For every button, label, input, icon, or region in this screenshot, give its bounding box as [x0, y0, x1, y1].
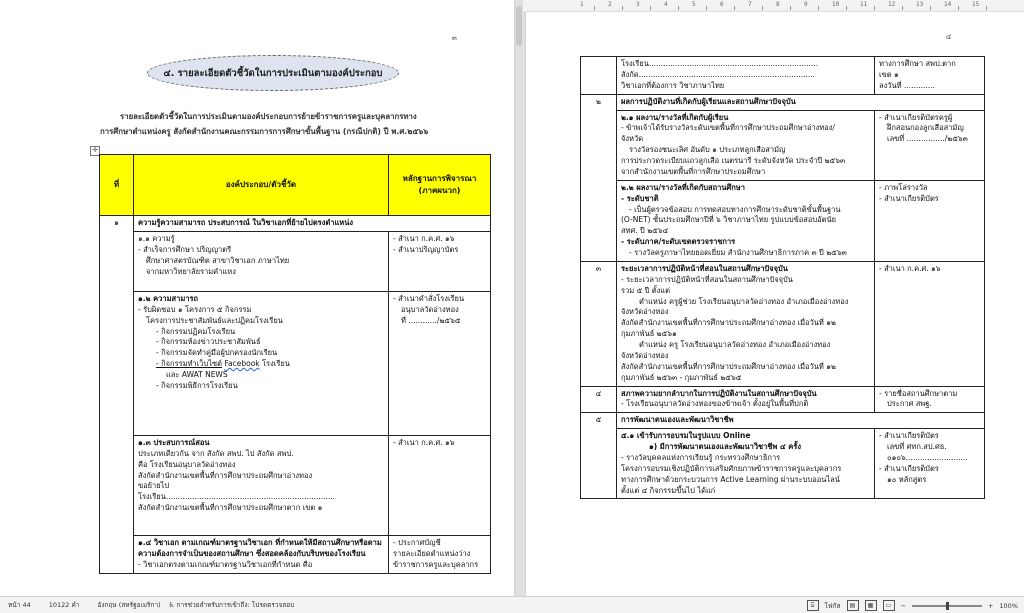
- criteria-cell: ๑.๑ ความรู้ - สำเร็จการศึกษา ปริญญาตรี ศึกษาศาสตรบัณฑิต สาขาวิชาเอก ภาษาไทย จากมหาวิทยาลัยรามคำแหง: [134, 231, 389, 291]
- ruler-mark: 9: [804, 1, 808, 8]
- vertical-scrollbar[interactable]: [515, 0, 523, 596]
- evidence-cell: - รายชื่อสถานศึกษาตาม ประกาศ สพฐ.: [875, 386, 985, 413]
- ruler-tick: [930, 6, 931, 10]
- criteria-table-continued: [580, 56, 985, 499]
- accessibility-icon: ♿: [168, 601, 175, 609]
- move-icon[interactable]: ✛: [90, 146, 100, 156]
- ruler-tick: [622, 6, 623, 10]
- criteria-cell: สภาพความยากลำบากในการปฏิบัติงานในสถานศึกษาปัจจุบัน - โรงเรียนอนุบาลวัดอ่างทองของข้าพเจ้า ตั้งอยู่ในพื้นที่ปกติ: [617, 386, 875, 413]
- ruler-mark: 15: [972, 1, 980, 8]
- ruler-tick: [902, 6, 903, 10]
- table-row: [581, 386, 985, 413]
- scrollbar-thumb[interactable]: [516, 6, 522, 46]
- zoom-level[interactable]: 100%: [999, 601, 1018, 610]
- row-number: ๒: [581, 94, 617, 261]
- row-title: การพัฒนาตนเองและพัฒนาวิชาชีพ: [617, 413, 985, 429]
- ruler-mark: 4: [664, 1, 668, 8]
- table-row: [581, 429, 985, 499]
- evidence-cell: - สำเนา ก.ค.ศ. ๑๖: [875, 261, 985, 386]
- row-title: ผลการปฏิบัติงานที่เกิดกับผู้เรียนและสถานศึกษาปัจจุบัน: [617, 94, 985, 110]
- criteria-cell: ๒.๑ ผลงาน/รางวัลที่เกิดกับผู้เรียน - ข้าพเจ้าได้รับรางวัลระดับเขตพื้นที่การศึกษาประถมศึกษาอ่างทอง/ จังหวัด รางวัลรองชนะเลิศ อันดับ ๑ ประเภทลูกเสือสามัญ การประกวดระเบียบแถวลูกเสือ เนตรนารี ระดับจังหวัด ประจำปี ๒๕๖๓ จากสำนักงานเขตพื้นที่การศึกษาประถมศึกษา: [617, 110, 875, 180]
- table-row: [581, 94, 985, 110]
- ruler-tick: [594, 6, 595, 10]
- word-count[interactable]: 10122 คำ: [48, 601, 80, 609]
- ruler-mark: 8: [776, 1, 780, 8]
- ruler-mark: 10: [832, 1, 840, 8]
- status-bar: [0, 596, 1024, 613]
- focus-icon[interactable]: ⌸: [807, 600, 819, 611]
- read-mode-icon[interactable]: ▤: [847, 600, 859, 611]
- criteria-cell: ๑.๓ ประสบการณ์สอน ประเภทเดียวกัน จาก สังกัด สพป. ไป สังกัด สพป. คือ โรงเรียนอนุบาลวัดอ่างทอง สังกัดสำนักงานเขตพื้นที่การศึกษาประถมศึกษาอ่างทอง ขอย้ายไป โรงเรียน....................................................................... สังกัดสำนักงานเขตพื้นที่การศึกษาประถมศึกษาตาก เขต ๑: [134, 435, 389, 535]
- ruler-tick: [790, 6, 791, 10]
- page-count[interactable]: หน้า 44: [8, 601, 31, 609]
- row-number: ๑: [100, 216, 134, 574]
- ruler-mark: 6: [720, 1, 724, 8]
- language-indicator[interactable]: อังกฤษ (สหรัฐอเมริกา): [97, 601, 161, 609]
- table-row: [581, 413, 985, 429]
- header-evidence: หลักฐานการพิจารณา (ภาคผนวก): [389, 155, 491, 216]
- evidence-cell: ทางการศึกษา สพป.ตาก เขต ๑ ลงวันที่ .............: [875, 57, 985, 95]
- zoom-out-icon[interactable]: −: [900, 601, 906, 610]
- accessibility-status[interactable]: ♿ การช่วยสำหรับการเข้าถึง: โปรดตรวจสอบ: [168, 601, 295, 609]
- table-row: [581, 57, 985, 95]
- ruler-mark: 12: [888, 1, 896, 8]
- page-number: ๓: [452, 34, 457, 42]
- table-row: [100, 291, 491, 435]
- criteria-table: [99, 154, 491, 574]
- zoom-in-icon[interactable]: +: [987, 601, 994, 610]
- row-number: [581, 57, 617, 95]
- ruler-mark: 13: [916, 1, 924, 8]
- web-layout-icon[interactable]: ▭: [883, 600, 895, 611]
- ruler-mark: 11: [860, 1, 868, 8]
- ruler-tick: [986, 6, 987, 10]
- row-number: ๔: [581, 386, 617, 413]
- evidence-cell: - สำเนา ก.ค.ศ. ๑๖: [389, 435, 491, 535]
- row-title: ความรู้ความสามารถ ประสบการณ์ ในวิชาเอกที่ย้ายไปตรงตำแหน่ง: [134, 216, 491, 232]
- criteria-cell: ๑.๔ วิชาเอก ตามเกณฑ์มาตรฐานวิชาเอก ที่กำหนดให้มีสถานศึกษาหรือตามความต้องการจำเป็นของสถานศึกษา ซึ่งสอดคล้องกับบริบทของโรงเรียน - วิชาเอกตรงตามเกณฑ์มาตรฐานวิชาเอกที่กำหนด คือ: [134, 535, 389, 573]
- document-page-left: [0, 0, 514, 596]
- evidence-cell: - สำเนาคำสั่งโรงเรียน อนุบาลวัดอ่างทอง ที่ ............/๒๕๖๕: [389, 291, 491, 435]
- criteria-cell: ๒.๒ ผลงาน/รางวัลที่เกิดกับสถานศึกษา - ระดับชาติ - เป็นผู้ตรวจข้อสอบ การทดสอบทางการศึกษาระดับชาติขั้นพื้นฐาน (O-NET) ชั้นประถมศึกษาปีที่ ๖ วิชาภาษาไทย รูปแบบข้อสอบอัตนัย สทศ. ปี ๒๕๖๔ - ระดับภาค/ระดับเขตตรวจราชการ - รางวัลครูภาษาไทยยอดเยี่ยม สำนักงานศึกษาธิการภาค ๓ ปี ๒๕๖๓: [617, 180, 875, 261]
- ruler-mark: 5: [692, 1, 696, 8]
- page-number: ๔: [946, 33, 952, 41]
- table-row: [100, 216, 491, 232]
- ruler-tick: [762, 6, 763, 10]
- row-number: ๓: [581, 261, 617, 386]
- ruler-tick: [734, 6, 735, 10]
- table-row: [581, 261, 985, 386]
- intro-line-2: การศึกษาตำแหน่งครู สังกัดสำนักงานคณะกรรมการการศึกษาขั้นพื้นฐาน (กรณีปกติ) ปี พ.ศ.๒๕๖๖: [100, 127, 429, 136]
- status-bar-right: [807, 600, 1019, 611]
- ruler-mark: 2: [608, 1, 612, 8]
- table-row: [100, 535, 491, 573]
- ruler-mark: 3: [636, 1, 640, 8]
- criteria-cell: ๕.๑ เข้ารับการอบรมในรูปแบบ Online ๑) มีการพัฒนาตนเองและพัฒนาวิชาชีพ ๔ ครั้ง - รางวัลบุคคลแห่งการเรียนรู้ กระทรวงศึกษาธิการ โครงการอบรมเชิงปฏิบัติการเสริมศักยภาพข้าราชการครูและบุคลากร ทางการศึกษาด้วยกระบวนการ Active Learning ผ่านระบบออนไลน์ ตั้งแต่ ๔ กิจกรรมขึ้นไป ได้แก่: [617, 429, 875, 499]
- zoom-slider[interactable]: [912, 605, 982, 607]
- table-row: [100, 435, 491, 535]
- evidence-cell: - สำเนาเกียรติบัตร เลขที่ ศทก.สป.ศธ. ๐๑๐๖.......................... - สำเนาเกียรติบัตร ๑๐ หลักสูตร: [875, 429, 985, 499]
- zoom-slider-thumb[interactable]: [946, 602, 949, 610]
- row-number: ๕: [581, 413, 617, 499]
- header-no: ที่: [100, 155, 134, 216]
- criteria-cell: ๑.๒ ความสามารถ - รับผิดชอบ ๑ โครงการ ๕ กิจกรรม โครงการประชาสัมพันธ์และปฏิคมโรงเรียน - กิจกรรมปฏิคมโรงเรียน - กิจกรรมห้องข่าวประชาสัมพันธ์ - กิจกรรมจัดทำคู่มือผู้ปกครองนักเรียน - กิจกรรมทำเว็บไซต์ Facebook โรงเรียน และ AWAT NEWS - กิจกรรมพิธีการโรงเรียน: [134, 291, 389, 435]
- print-layout-icon[interactable]: ▦: [865, 600, 877, 611]
- ruler-tick: [678, 6, 679, 10]
- ruler-tick: [706, 6, 707, 10]
- ruler-tick: [846, 6, 847, 10]
- evidence-cell: - สำเนา ก.ค.ศ. ๑๖ - สำเนาปริญญาบัตร: [389, 231, 491, 291]
- section-title: [147, 55, 399, 91]
- table-row: [100, 231, 491, 291]
- section-title-text: ๔. รายละเอียดตัวชี้วัดในการประเมินตามองค์ประกอบ: [163, 67, 383, 79]
- criteria-cell: ระยะเวลาการปฏิบัติหน้าที่สอนในสถานศึกษาปัจจุบัน - ระยะเวลาการปฏิบัติหน้าที่สอนในสถานศึกษาปัจจุบัน รวม ๕ ปี ตั้งแต่ ตำแหน่ง ครูผู้ช่วย โรงเรียนอนุบาลวัดอ่างทอง อำเภอเมืองอ่างทอง จังหวัดอ่างทอง สังกัดสำนักงานเขตพื้นที่การศึกษาประถมศึกษาอ่างทอง เมื่อวันที่ ๑๒ กุมภาพันธ์ ๒๕๖๑ ตำแหน่ง ครู โรงเรียนอนุบาลวัดอ่างทอง อำเภอเมืองอ่างทอง จังหวัดอ่างทอง สังกัดสำนักงานเขตพื้นที่การศึกษาประถมศึกษาอ่างทอง เมื่อวันที่ ๑๒ กุมภาพันธ์ ๒๕๖๓ - กุมภาพันธ์ ๒๕๖๕: [617, 261, 875, 386]
- evidence-cell: - สำเนาเกียรติบัตรครูผู้ ฝึกสอนกองลูกเสือสามัญ เลขที่ ................/๒๕๖๓: [875, 110, 985, 180]
- criteria-cell: โรงเรียน....................................................................... สังกัด.......................................................................... วิชาเอกที่ต้องการ วิชาภาษาไทย: [617, 57, 875, 95]
- table-header-row: [100, 155, 491, 216]
- evidence-cell: - ประกาศบัญชี รายละเอียดตำแหน่งว่าง ข้าราชการครูและบุคลากร: [389, 535, 491, 573]
- ruler-tick: [650, 6, 651, 10]
- ruler-mark: 14: [944, 1, 952, 8]
- intro-line-1: รายละเอียดตัวชี้วัดในการประเมินตามองค์ประกอบการย้ายข้าราชการครูและบุคลากรทาง: [120, 112, 417, 121]
- table-row: [581, 110, 985, 180]
- table-row: [581, 180, 985, 261]
- ruler-mark: 7: [748, 1, 752, 8]
- focus-label[interactable]: โฟกัส: [824, 601, 841, 610]
- document-page-right: [526, 12, 1024, 596]
- evidence-cell: - ภาพโล่รางวัล - สำเนาเกียรติบัตร: [875, 180, 985, 261]
- ruler-tick: [958, 6, 959, 10]
- ruler-tick: [874, 6, 875, 10]
- ruler-tick: [818, 6, 819, 10]
- ruler-mark: 1: [580, 1, 584, 8]
- header-component: องค์ประกอบ/ตัวชี้วัด: [134, 155, 389, 216]
